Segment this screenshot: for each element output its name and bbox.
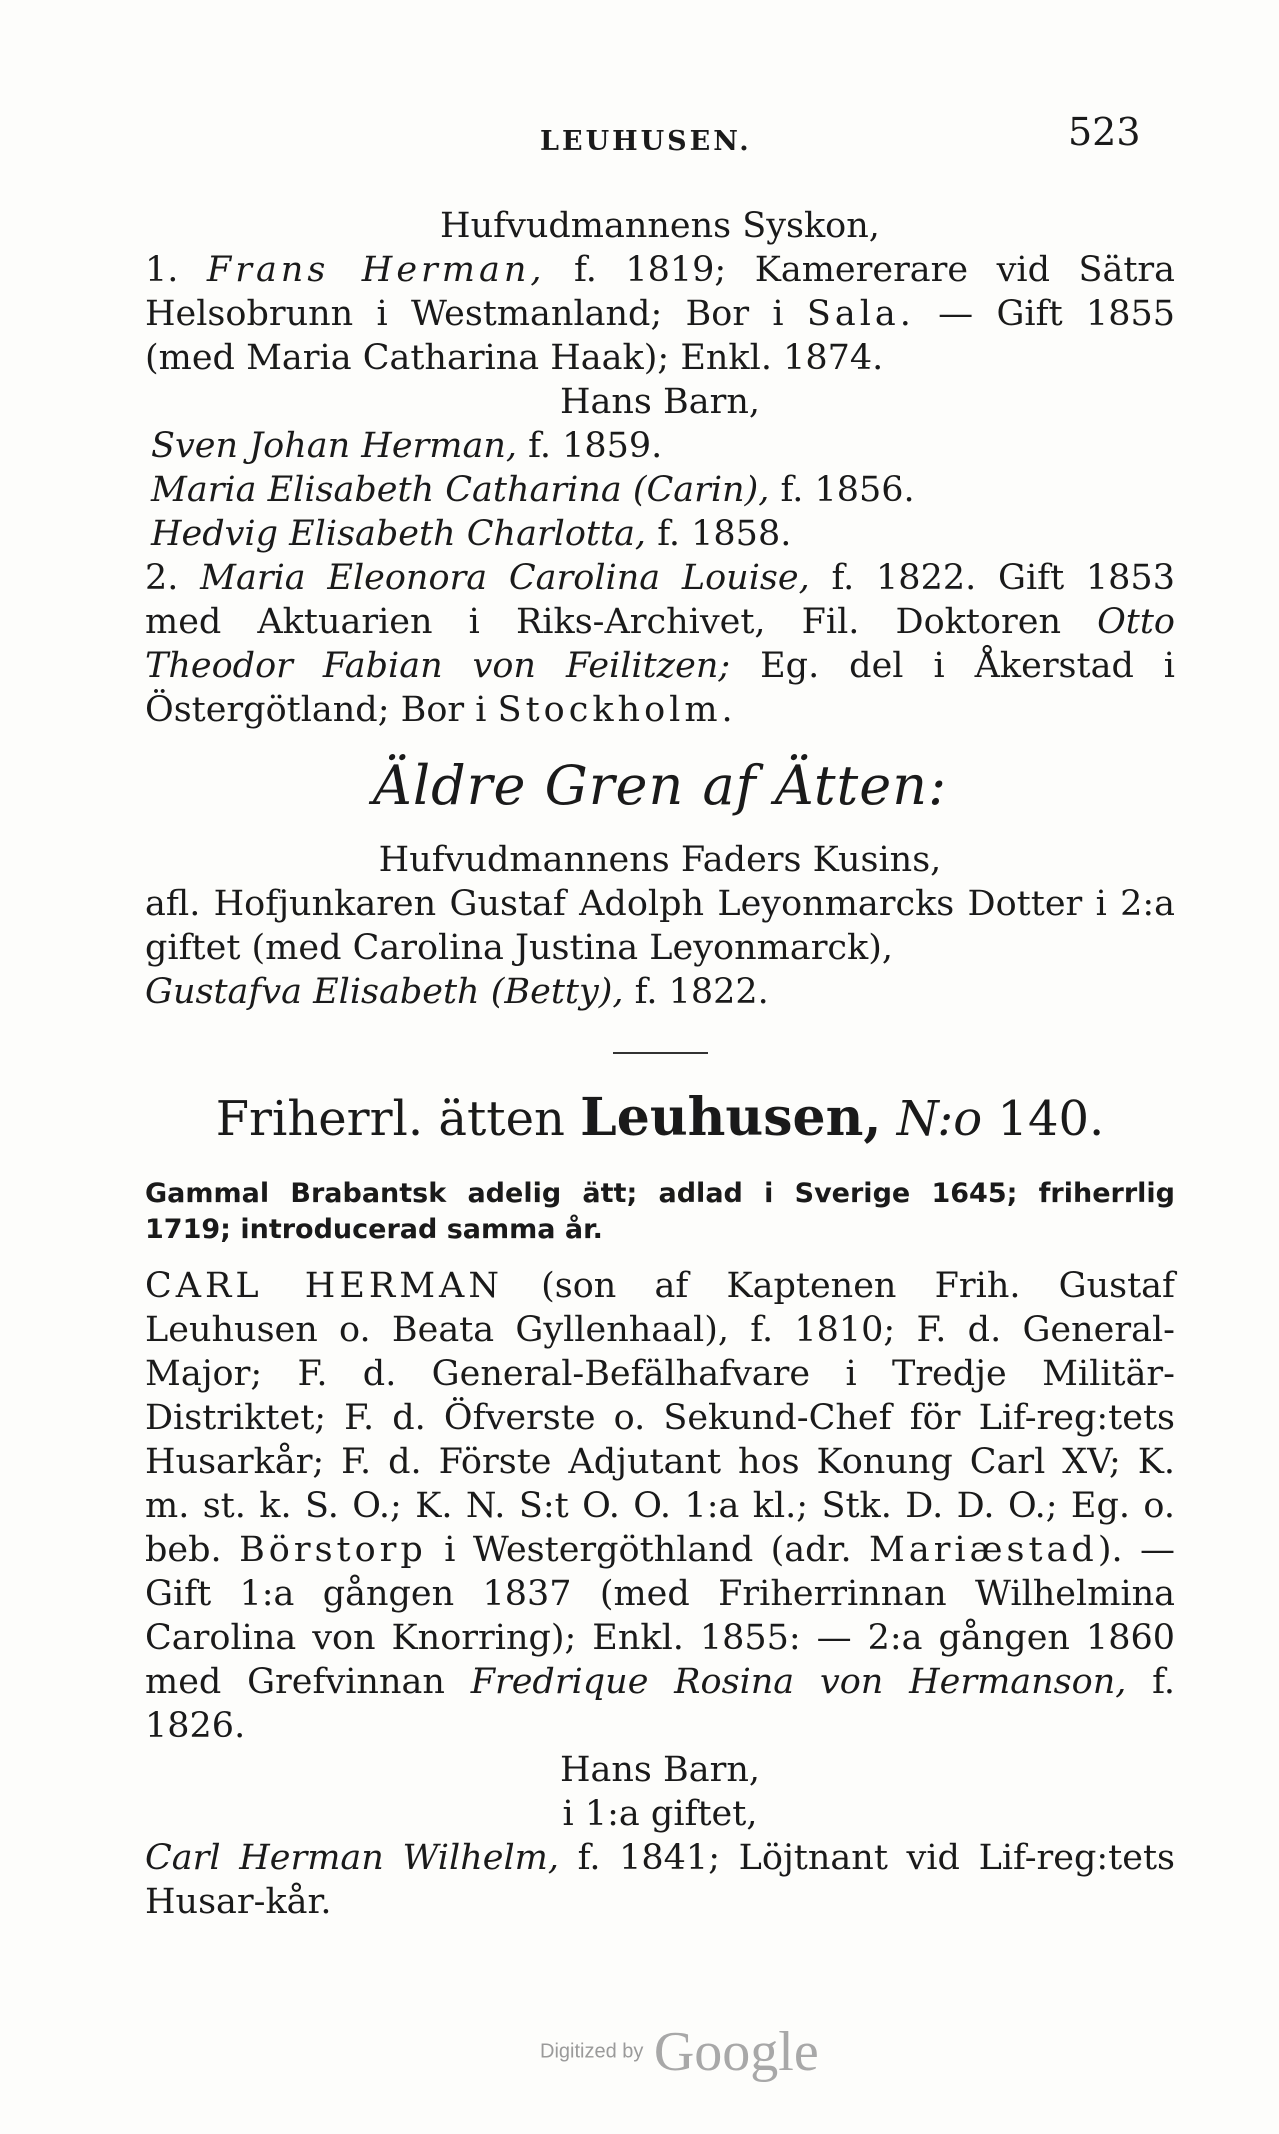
section-heading-syskon: Hufvudmannens Syskon,: [440, 206, 880, 246]
address-name: Mariæstad: [868, 1530, 1098, 1570]
page-body: [145, 204, 1175, 1924]
person-name: Maria Eleonora Carolina Louise,: [200, 558, 810, 598]
child-name: Sven Johan Herman,: [151, 426, 517, 466]
entry-text: f. 1819; Kamererare vid Sätra Helsobrunn i Westmanland; Bor i: [145, 250, 1175, 334]
section-title-aldre-gren: Äldre Gren af Ätten:: [372, 754, 948, 817]
wife-name: Fredrique Rosina von Hermanson,: [470, 1662, 1127, 1702]
child-name: Carl Herman Wilhelm,: [145, 1838, 559, 1878]
person-name: Gustafva Elisabeth (Betty),: [145, 972, 624, 1012]
family-title-no: N:o: [881, 1091, 983, 1147]
child-name: Maria Elisabeth Catharina (Carin),: [151, 470, 770, 510]
person-name: CARL HERMAN: [145, 1266, 503, 1306]
entry-carl-herman: [145, 1264, 1175, 1748]
google-logo: Google: [653, 2021, 819, 2083]
entry-text: — Gift 1855 (med Maria Catharina Haak); Enkl. 1874.: [145, 294, 1176, 378]
child-entry: [145, 512, 1175, 556]
children-heading: Hans Barn,: [559, 1750, 760, 1790]
digitized-label: Digitized by: [540, 2040, 644, 2063]
person-name: Frans Herman,: [206, 250, 546, 290]
entry-number: 2.: [145, 558, 179, 598]
entry-text: ). — Gift 1:a gången 1837 (med Friherrinnan Wilhelmina Carolina von Knorring); Enkl. 1855: — 2:a gången 1860 med Grefvinnan: [145, 1530, 1175, 1702]
family-title-name: Leuhusen,: [580, 1087, 882, 1148]
family-title-number: 140.: [982, 1091, 1105, 1147]
marriage-heading: i 1:a giftet,: [562, 1794, 758, 1834]
estate-name: Börstorp: [239, 1530, 427, 1570]
child-entry: [145, 468, 1175, 512]
child-detail: f. 1856.: [769, 470, 915, 510]
section-heading-kusins: Hufvudmannens Faders Kusins,: [378, 840, 942, 880]
family-title-leuhusen: [145, 1088, 1175, 1149]
entry-text: i Westergöthland (adr.: [426, 1530, 869, 1570]
page-number: 523: [1068, 110, 1141, 154]
children-heading: Hans Barn,: [559, 382, 760, 422]
entry-text: f. 1826.: [145, 1662, 1176, 1746]
child-detail: f. 1841; Löjtnant vid Lif-reg:tets Husar-kår.: [145, 1838, 1175, 1922]
spouse-name: Otto Theodor Fabian von Feilitzen;: [145, 602, 1175, 686]
entry-maria-eleonora: [145, 556, 1175, 732]
entry-text: afl. Hofjunkaren Gustaf Adolph Leyonmarcks Dotter i 2:a giftet (med Carolina Justina Leyonmarck),: [145, 884, 1175, 968]
place-name: Stockholm.: [497, 690, 737, 730]
child-detail: f. 1859.: [517, 426, 663, 466]
entry-text: (son af Kaptenen Frih. Gustaf Leuhusen o. Beata Gyllenhaal), f. 1810; F. d. General-Major; F. d. General-Befälhafvare i Tredje Militär-Distriktet; F. d. Öfverste o. Sekund-Chef för Lif-reg:tets Husarkår; F. d. Förste Adjutant hos Konung Carl XV; K. m. st. k. S. O.; K. N. S:t O. O. 1:a kl.; Stk. D. D. O.; Eg. o. beb.: [145, 1266, 1175, 1570]
entry-gustafva-elisabeth: [145, 882, 1175, 1014]
entry-detail: f. 1822.: [623, 972, 769, 1012]
running-title: LEUHUSEN.: [540, 126, 752, 157]
entry-number: 1.: [145, 250, 179, 290]
place-name: Sala.: [806, 294, 915, 334]
child-name: Hedvig Elisabeth Charlotta,: [151, 514, 647, 554]
entry-frans-herman: [145, 248, 1175, 380]
entry-text: Eg. del i Åkerstad i Östergötland; Bor i: [145, 646, 1176, 730]
child-entry: [145, 424, 1175, 468]
child-detail: f. 1858.: [646, 514, 792, 554]
entry-text: f. 1822. Gift 1853 med Aktuarien i Riks-Archivet, Fil. Doktoren: [145, 558, 1175, 642]
family-note: Gammal Brabantsk adelig ätt; adlad i Sverige 1645; friherrlig 1719; introducerad samma år.: [145, 1178, 1175, 1245]
divider-rule: [613, 1052, 708, 1054]
family-title-prefix: Friherrl. ätten: [215, 1091, 581, 1147]
digitized-by-watermark: [540, 2020, 819, 2084]
child-entry-carl-herman-wilhelm: [145, 1836, 1175, 1924]
